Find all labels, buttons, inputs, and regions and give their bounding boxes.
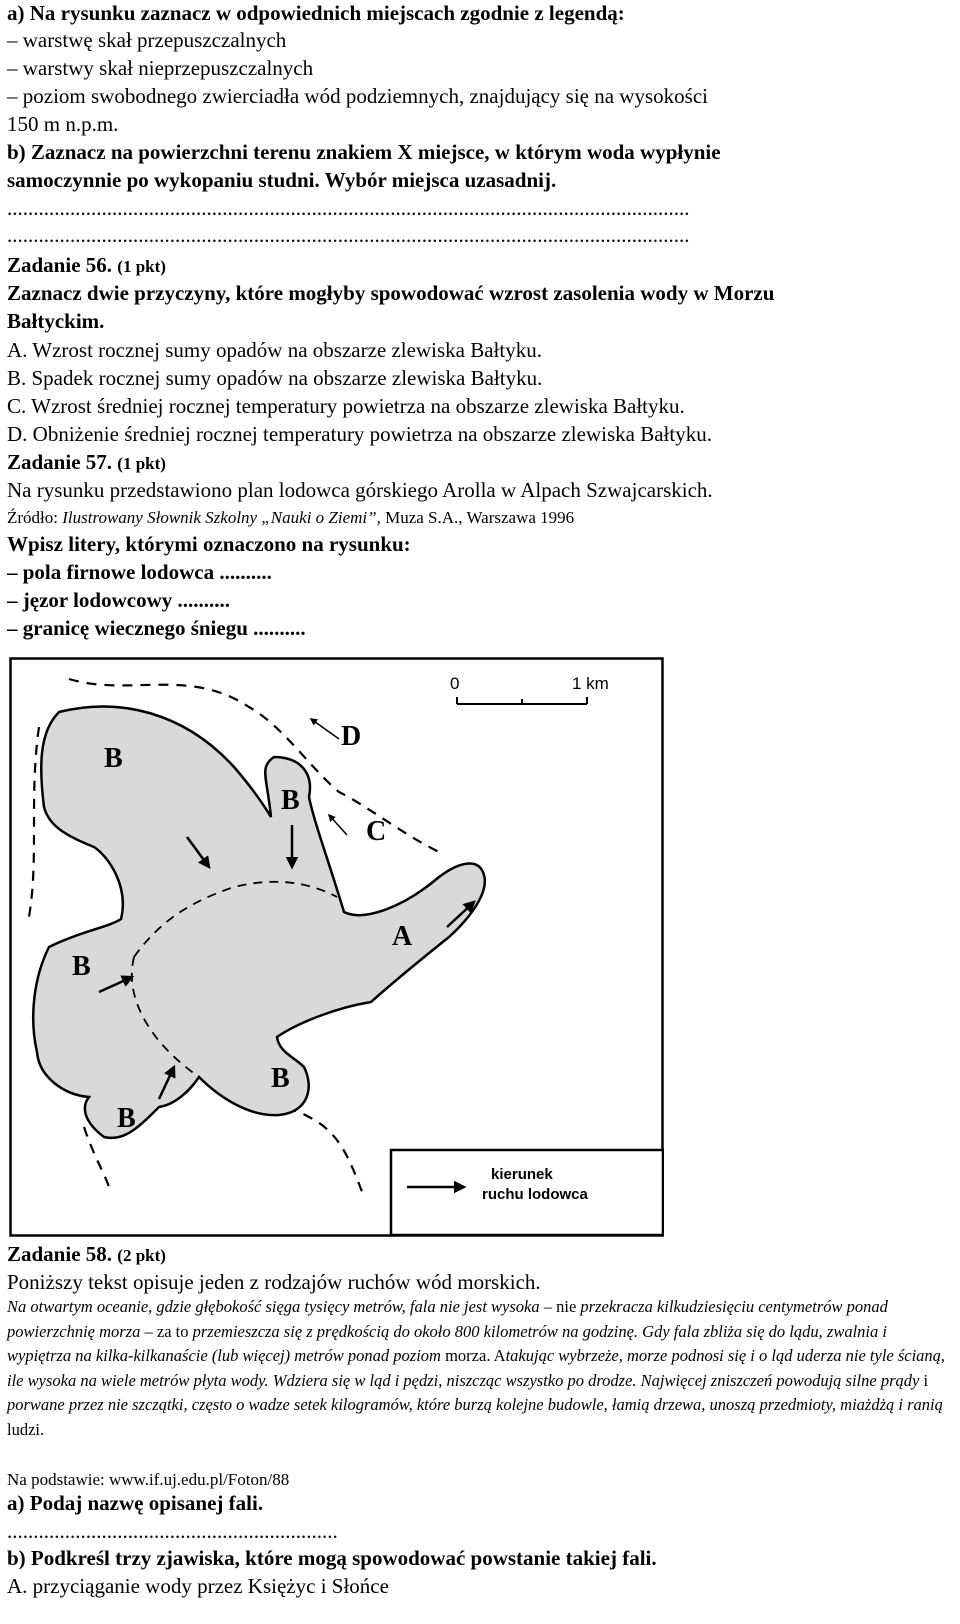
source-label: Źródło: [7,508,58,527]
label-a: A [392,921,413,952]
task-b-line: samoczynnie po wykopaniu studni. Wybór miejsca uzasadnij. [7,168,557,192]
answer-dots: ............................................................... [7,1519,338,1543]
task-a-item: 150 m n.p.m. [7,112,119,136]
label-b: B [281,785,300,816]
z57-answer: – granicę wiecznego śniegu .......... [7,616,306,640]
z56-option: A. Wzrost rocznej sumy opadów na obszarze zlewiska Bałtyku. [7,338,542,362]
z57-source [7,505,574,531]
source-title: Ilustrowany Słownik Szkolny „Nauki o Ziemi”, [62,508,381,527]
scale-km: 1 km [572,674,609,693]
z57-answer: – pola firnowe lodowca .......... [7,560,272,584]
legend-text: ruchu lodowca [482,1186,588,1203]
glacier-map [9,657,664,1237]
text-part: przekracza kilkudziesięciu centymetrów ponad powierzchnię morza – [7,1297,888,1341]
task-b-line: b) Zaznacz na powierzchni terenu znakiem X miejsce, w którym woda wypłynie [7,140,721,164]
text-part: morza. A [445,1346,506,1365]
legend-text: kierunek [491,1166,553,1183]
z58-title: Zadanie 58. [7,1242,113,1266]
label-b: B [117,1103,136,1134]
z57-instruction: Wpisz litery, którymi oznaczono na rysunku: [7,532,411,556]
z56-points: (1 pkt) [117,257,166,276]
task-a-item: – warstwę skał przepuszczalnych [7,28,287,52]
legend [391,1150,663,1235]
text-part: za to [156,1321,189,1341]
z58-question-b: b) Podkreśl trzy zjawiska, które mogą spowodować powstanie takiej fali. [7,1546,657,1570]
z56-question: Zaznacz dwie przyczyny, które mogłyby spowodować wzrost zasolenia wody w Morzu [7,281,775,305]
text-part: i [923,1370,929,1390]
text-part: porwane przez nie szczątki, często o wadze setek kilogramów, które burzą kolejne budowle, łamią drzewa, unoszą przedmioty, miażdżą i ranią [7,1395,943,1414]
z57-title: Zadanie 57. [7,450,113,474]
z58-option: A. przyciąganie wody przez Księżyc i Słońce [7,1574,389,1598]
text-part: nie [556,1297,577,1316]
z58-heading [7,1241,166,1269]
z58-source: Na podstawie: www.if.uj.edu.pl/Foton/88 [7,1470,290,1489]
z57-heading [7,449,166,477]
z56-question: Bałtyckim. [7,309,105,333]
label-b: B [271,1063,290,1094]
answer-dots: .................................................................................................................................. [7,196,690,220]
text-part: takując wybrzeże, morze podnosi się i o ląd uderza nie tyle ścianą, ile wysoka na wiele metrów płyta wody. Wdziera się w ląd i pędzi, niszcząc wszystko po drodze. Najwięcej zniszczeń powodują silne prądy [7,1346,946,1390]
z57-answer: – jęzor lodowcowy .......... [7,588,230,612]
z56-heading [7,252,166,280]
z56-option: D. Obniżenie średniej rocznej temperatury powietrza na obszarze zlewiska Bałtyku. [7,422,712,446]
answer-dots: .................................................................................................................................. [7,223,690,247]
z58-question-a: a) Podaj nazwę opisanej fali. [7,1491,264,1515]
text-part: ludzi. [7,1419,45,1439]
z57-description: Na rysunku przedstawiono plan lodowca górskiego Arolla w Alpach Szwajcarskich. [7,478,713,502]
task-a-item: – warstwy skał nieprzepuszczalnych [7,56,314,80]
scale-zero: 0 [450,674,460,693]
z57-points: (1 pkt) [117,454,166,473]
text-part: przemieszcza się z prędkością do około 800 kilometrów na godzinę. Gdy fala zbliża się do lądu, zwalnia i wypiętrza na kilka-kilkanaście (lub więcej) metrów ponad poziom [7,1321,887,1365]
z58-points: (2 pkt) [117,1246,166,1265]
source-rest: Muza S.A., Warszawa 1996 [385,508,575,527]
z56-option: C. Wzrost średniej rocznej temperatury powietrza na obszarze zlewiska Bałtyku. [7,394,685,418]
text-part: Na otwartym oceanie, gdzie głębokość sięga tysięcy metrów, fala nie jest wysoka – [7,1297,557,1316]
label-d: D [341,721,362,752]
z56-title: Zadanie 56. [7,253,113,277]
label-c: C [366,816,387,847]
task-a-item: – poziom swobodnego zwierciadła wód podziemnych, znajdujący się na wysokości [7,84,708,108]
label-b: B [104,743,123,774]
z56-option: B. Spadek rocznej sumy opadów na obszarze zlewiska Bałtyku. [7,366,543,390]
label-b: B [72,951,91,982]
task-a-intro: a) Na rysunku zaznacz w odpowiednich miejscach zgodnie z legendą: [7,1,625,25]
z58-description: Poniższy tekst opisuje jeden z rodzajów ruchów wód morskich. [7,1270,541,1294]
z58-text [7,1295,952,1442]
